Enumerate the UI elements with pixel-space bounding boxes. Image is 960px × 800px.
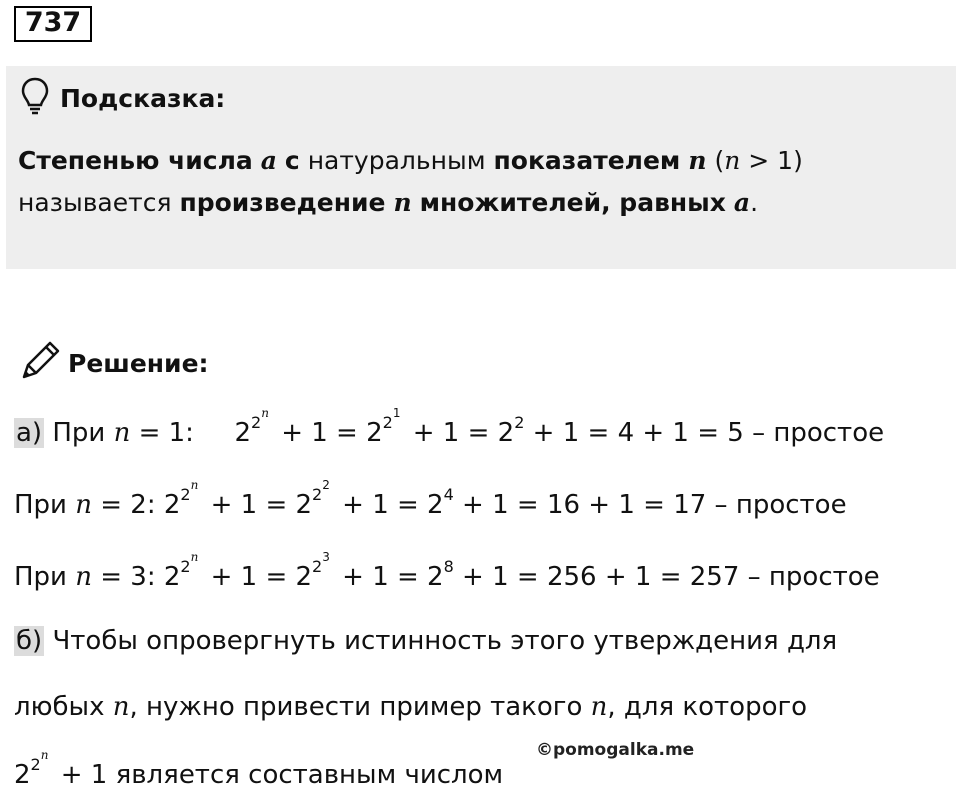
- row-text: + 1 является составным числом: [60, 760, 504, 790]
- row-text: = 2:: [100, 490, 156, 520]
- row-text: + 1 = 2: [342, 490, 444, 520]
- row-text: = 1:: [138, 418, 194, 448]
- solution-row-b2: [14, 692, 807, 722]
- hint-box: [6, 66, 956, 269]
- row-text: = 3:: [100, 562, 156, 592]
- row-text: + 1 = 2: [281, 418, 383, 448]
- solution-title: Решение:: [68, 348, 209, 378]
- exponent: 4: [443, 485, 454, 504]
- row-text: При: [52, 418, 106, 448]
- solution-header: [18, 338, 209, 388]
- power-expression: 23: [312, 550, 330, 576]
- hint-text: .: [750, 188, 759, 217]
- part-label: а): [16, 418, 43, 448]
- hint-var: a: [260, 146, 277, 175]
- row-text: + 1 = 2: [342, 562, 444, 592]
- hint-text: множителей, равных: [419, 188, 726, 217]
- pencil-icon: [18, 339, 62, 387]
- row-text: При: [14, 490, 67, 520]
- row-text: + 1 = 2: [210, 490, 313, 520]
- hint-line-1: [18, 146, 803, 175]
- hint-text: (: [714, 146, 725, 175]
- row-var: n: [113, 418, 131, 448]
- hint-title: Подсказка:: [60, 83, 226, 113]
- power-expression: $2^{2n}$: [14, 748, 49, 790]
- row-text: любых: [14, 692, 105, 722]
- exponent: 8: [443, 557, 454, 576]
- hint-text: > 1): [748, 146, 803, 175]
- hint-line-2: [18, 188, 758, 217]
- part-label: б): [16, 626, 43, 656]
- hint-header: [20, 78, 225, 118]
- power-expression: 21: [382, 406, 401, 432]
- hint-var: n: [724, 146, 741, 175]
- row-text: , для которого: [607, 692, 808, 722]
- row-text: + 1 = 16 + 1 = 17 – простое: [462, 490, 847, 520]
- row-text: + 1 = 2: [210, 562, 313, 592]
- power-expression: $2^{2n}$: [234, 406, 269, 448]
- hint-text: с: [284, 146, 300, 175]
- hint-text: произведение: [179, 188, 386, 217]
- hint-text: Степенью числа: [18, 146, 253, 175]
- row-var: n: [75, 562, 92, 592]
- row-var: n: [112, 692, 130, 722]
- power-expression: $2^{2n}$: [163, 550, 199, 592]
- hint-var: a: [733, 188, 751, 217]
- power-expression: $2^{2n}$: [163, 478, 199, 520]
- solution-row-a: [14, 406, 885, 448]
- row-text: + 1 = 256 + 1 = 257 – простое: [462, 562, 880, 592]
- hint-text: показателем: [493, 146, 681, 175]
- solution-row-b3: [14, 748, 504, 790]
- row-text: + 1 = 4 + 1 = 5 – простое: [532, 418, 885, 448]
- exponent: 2: [514, 413, 525, 432]
- solution-row-3: [14, 550, 880, 592]
- row-text: + 1 = 2: [412, 418, 515, 448]
- row-var: n: [590, 692, 608, 722]
- power-expression: 22: [312, 478, 330, 504]
- hint-text: называется: [18, 188, 172, 217]
- hint-var: n: [393, 188, 412, 217]
- row-text: , нужно привести пример такого: [129, 692, 583, 722]
- row-text: Чтобы опровергнуть истинность этого утверждения для: [52, 626, 838, 656]
- hint-var: n: [688, 146, 707, 175]
- solution-row-2: [14, 478, 847, 520]
- solution-row-b: [14, 626, 837, 656]
- watermark: ©pomogalka.me: [536, 740, 695, 760]
- row-var: n: [75, 490, 92, 520]
- hint-text: натуральным: [307, 146, 486, 175]
- task-number: 737: [14, 6, 92, 42]
- row-text: При: [14, 562, 67, 592]
- lightbulb-icon: [20, 76, 50, 120]
